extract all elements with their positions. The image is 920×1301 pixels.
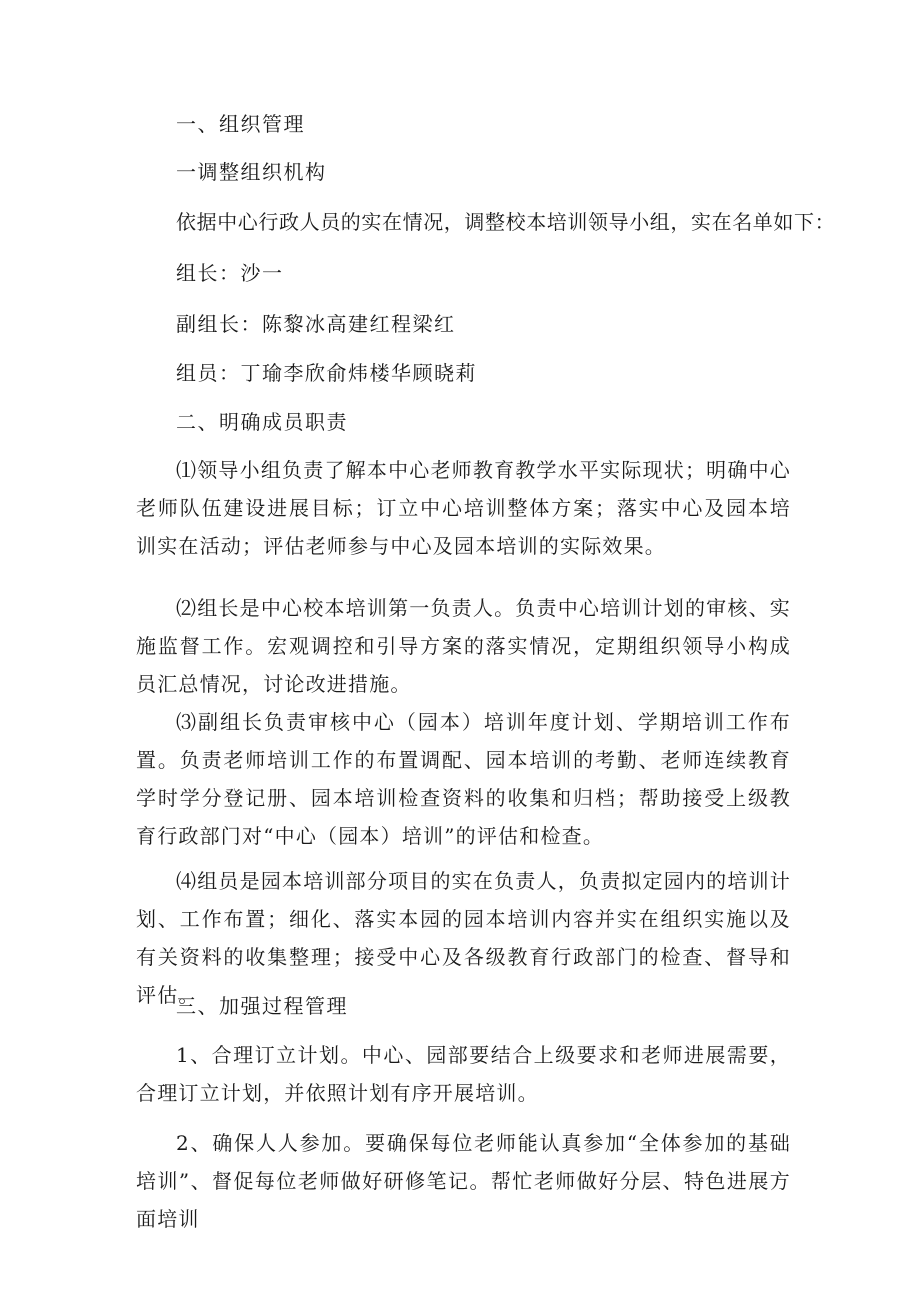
subsection-heading-adjust-structure: 一调整组织机构 <box>176 160 327 184</box>
section-heading-organization: 一、组织管理 <box>176 112 305 136</box>
duty-paragraph-1: ⑴领导小组负责了解本中心老师教育教学水平实际现状；明确中心老师队伍建设进展目标；订立中心培训整体方案；落实中心及园本培训实在活动；评估老师参与中心及园本培训的实际效果。 <box>136 458 791 558</box>
duty-paragraph-4: ⑷组员是园本培训部分项目的实在负责人，负责拟定园内的培训计划、工作布置；细化、落实本园的园本培训内容并实在组织实施以及有关资料的收集整理；接受中心及各级教育行政部门的检查、督导和评估。 <box>136 869 791 1007</box>
section-heading-process: 三、加强过程管理 <box>176 994 348 1018</box>
leader-line: 组长：沙一 <box>176 261 284 285</box>
duty-paragraph-3: ⑶副组长负责审核中心（园本）培训年度计划、学期培训工作布置。负责老师培训工作的布置调配、园本培训的考勤、老师连续教育学时学分登记册、园本培训检查资料的收集和归档；帮助接受上级教育行政部门对“中心（园本）培训”的评估和检查。 <box>136 710 791 848</box>
process-paragraph-2: 2、确保人人参加。要确保每位老师能认真参加“全体参加的基础培训”、督促每位老师做好研修笔记。帮忙老师做好分层、特色进展方面培训 <box>136 1131 791 1231</box>
process-paragraph-1: 1、合理订立计划。中心、园部要结合上级要求和老师进展需要，合理订立计划，并依照计划有序开展培训。 <box>136 1043 791 1105</box>
section-heading-duties: 二、明确成员职责 <box>176 410 348 434</box>
duty-paragraph-2: ⑵组长是中心校本培训第一负责人。负责中心培训计划的审核、实施监督工作。宏观调控和引导方案的落实情况，定期组织领导小构成员汇总情况，讨论改进措施。 <box>136 596 791 696</box>
intro-paragraph: 依据中心行政人员的实在情况，调整校本培训领导小组，实在名单如下： <box>176 210 836 234</box>
members-line: 组员：丁瑜李欣俞炜楼华顾晓莉 <box>176 361 477 385</box>
vice-leader-line: 副组长：陈黎冰高建红程梁红 <box>176 312 456 336</box>
